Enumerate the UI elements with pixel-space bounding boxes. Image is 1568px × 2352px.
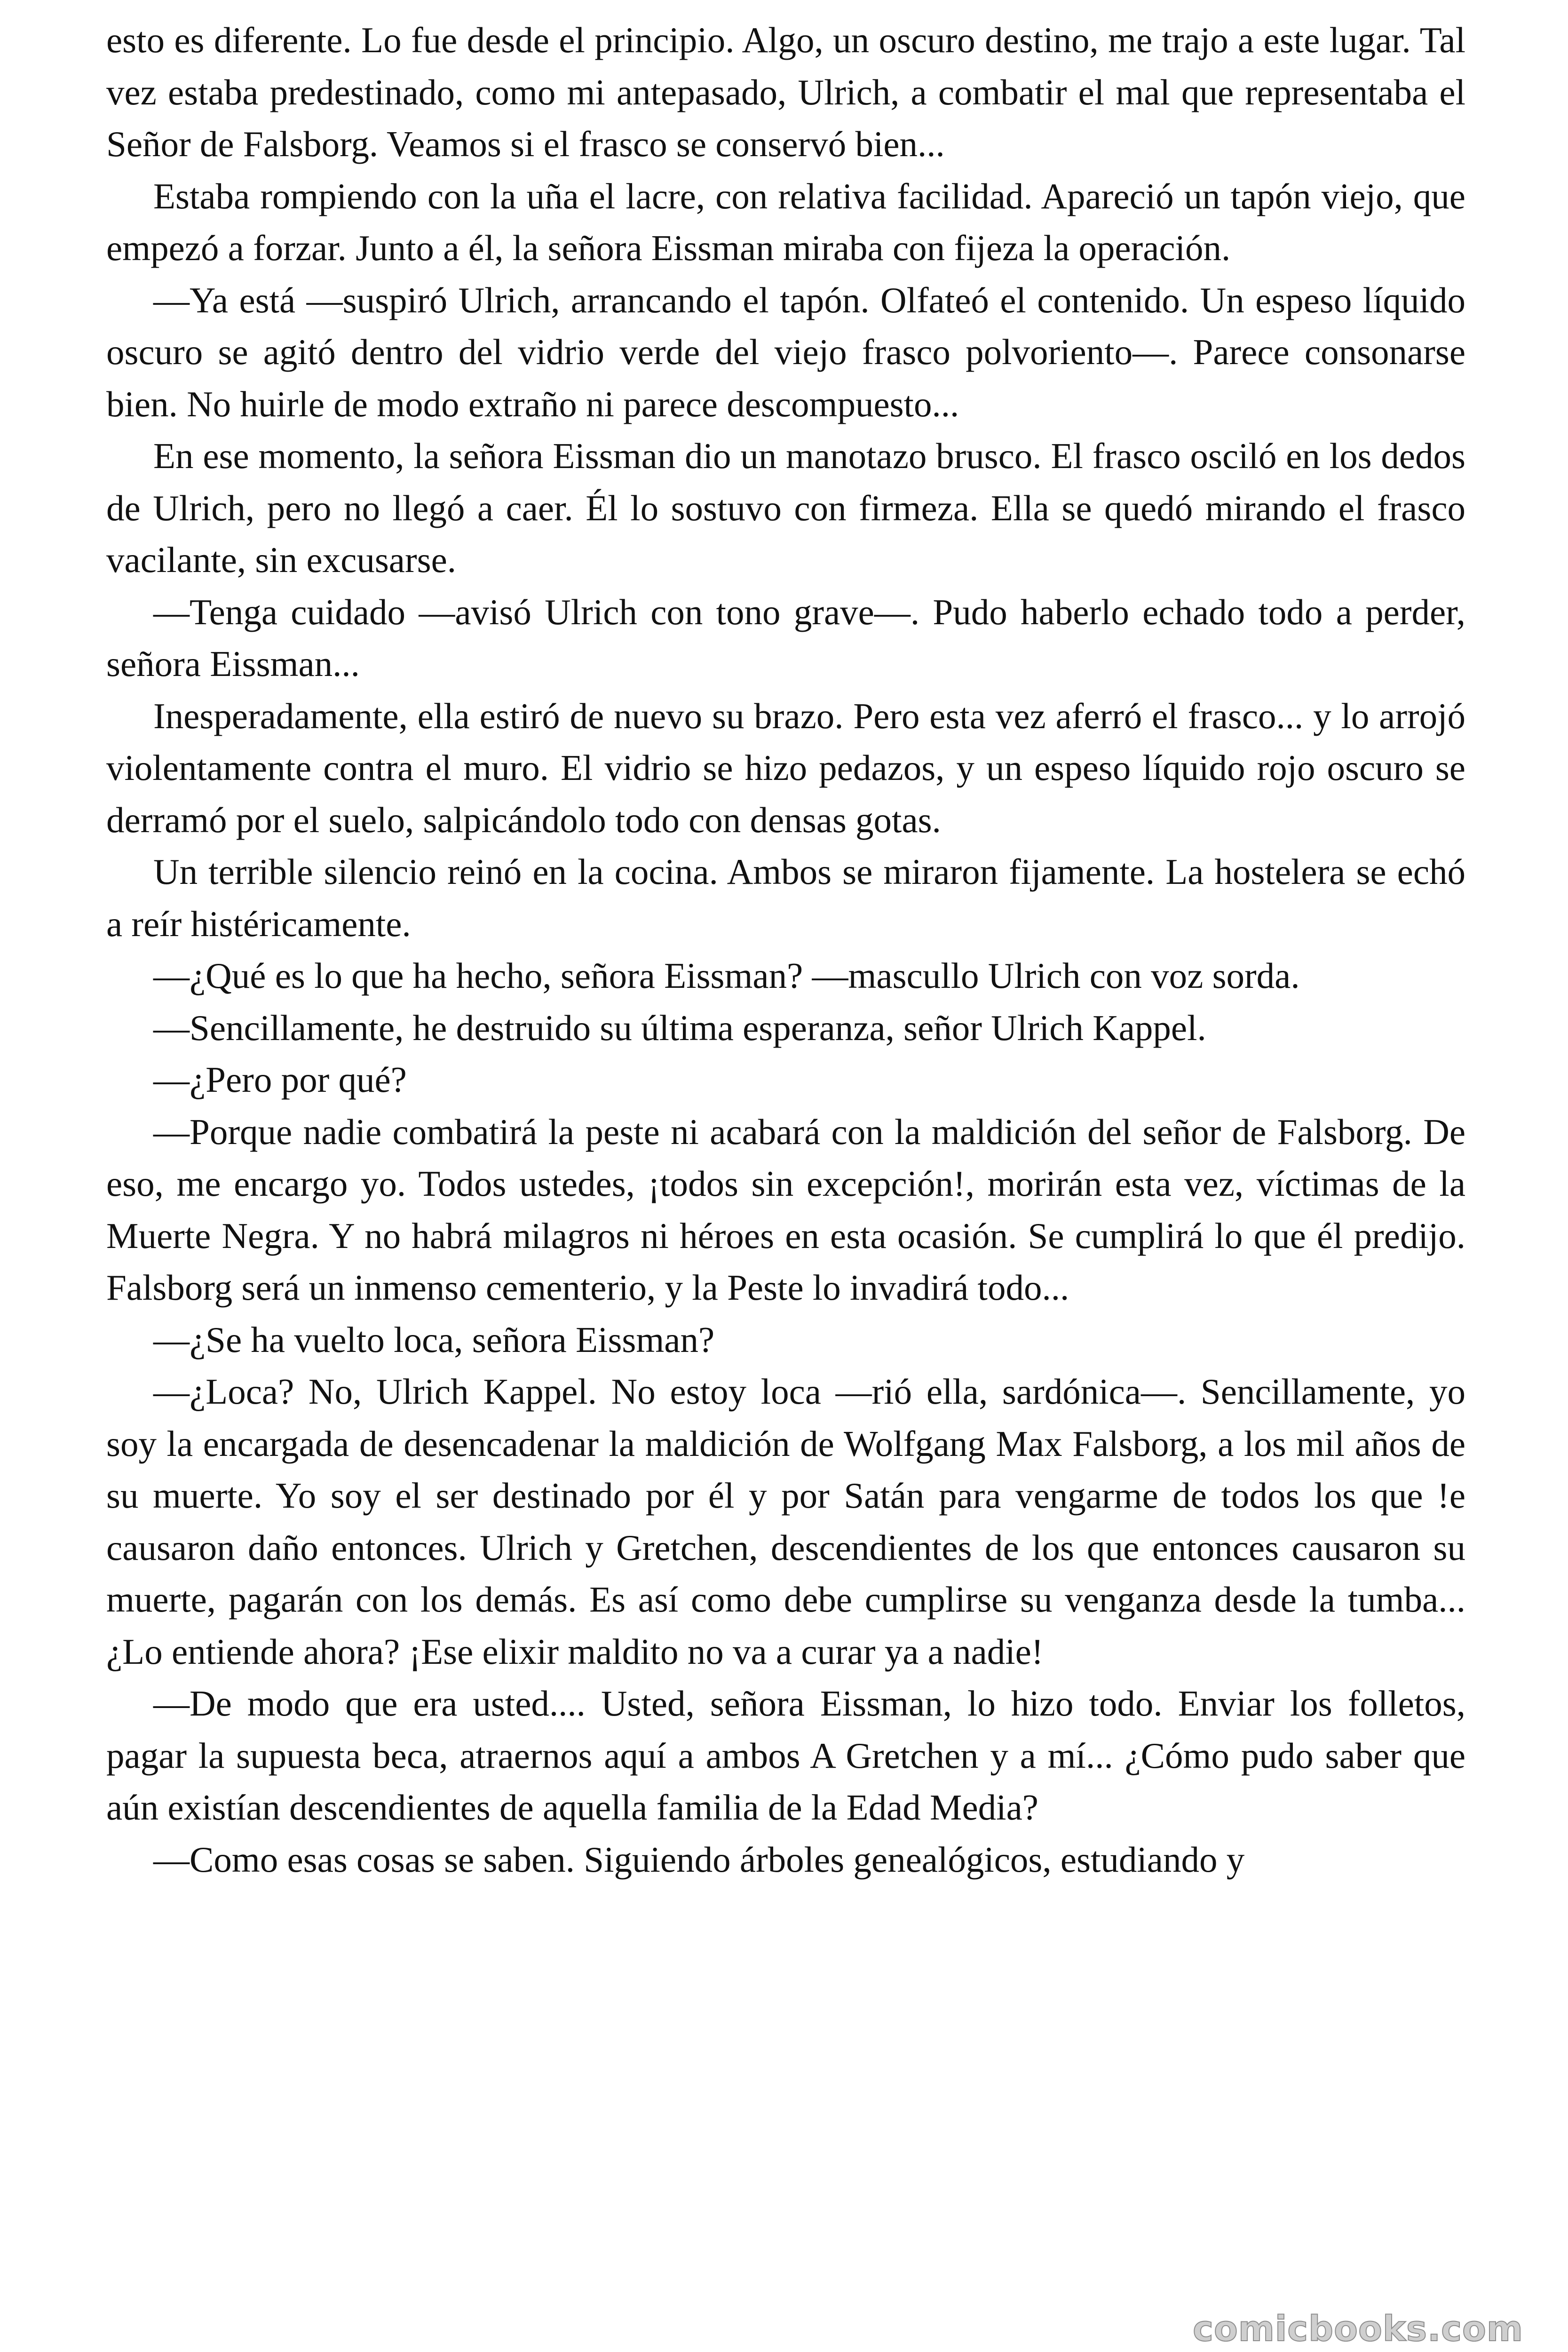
paragraph: —¿Qué es lo que ha hecho, señora Eissman? —mascullo Ulrich con voz sorda. [153,955,1300,996]
paragraph: Un terrible silencio reinó en la cocina. Ambos se miraron fijamente. La hostelera se echó a reír histéricamente. [106,851,1465,944]
paragraph: —Porque nadie combatirá la peste ni acabará con la maldición del señor de Falsborg. De eso, me encargo yo. Todos ustedes, ¡todos sin excepción!, morirán esta vez, víctimas de la Muerte Negra. Y no habrá milagros ni héroes en esta ocasión. Se cumplirá lo que él predijo. Falsborg será un inmenso cementerio, y la Peste lo invadirá todo... [106,1111,1465,1308]
paragraph: —De modo que era usted.... Usted, señora Eissman, lo hizo todo. Enviar los folletos, pagar la supuesta beca, atraernos aquí a ambos A Gretchen y a mí... ¿Cómo pudo saber que aún existían descendientes de aquella familia de la Edad Media? [106,1683,1465,1828]
paragraph: esto es diferente. Lo fue desde el principio. Algo, un oscuro destino, me trajo a este lugar. Tal vez estaba predestinado, como mi antepasado, Ulrich, a combatir el mal que representaba el Señor de Falsborg. Veamos si el frasco se conservó bien... [106,20,1465,164]
paragraph: Inesperadamente, ella estiró de nuevo su brazo. Pero esta vez aferró el frasco... y lo arrojó violentamente contra el muro. El vidrio se hizo pedazos, y un espeso líquido rojo oscuro se derramó por el suelo, salpicándolo todo con densas gotas. [106,695,1465,840]
paragraph: —Sencillamente, he destruido su última esperanza, señor Ulrich Kappel. [153,1007,1206,1048]
paragraph: —¿Se ha vuelto loca, señora Eissman? [153,1319,715,1360]
book-page-text [106,14,1465,1885]
paragraph: —Tenga cuidado —avisó Ulrich con tono grave—. Pudo haberlo echado todo a perder, señora Eissman... [106,591,1465,684]
paragraph: Estaba rompiendo con la uña el lacre, con relativa facilidad. Apareció un tapón viejo, que empezó a forzar. Junto a él, la señora Eissman miraba con fijeza la operación. [106,175,1465,268]
paragraph: —Ya está —suspiró Ulrich, arrancando el tapón. Olfateó el contenido. Un espeso líquido oscuro se agitó dentro del vidrio verde del viejo frasco polvoriento—. Parece consonarse bien. No huirle de modo extraño ni parece descompuesto... [106,279,1465,424]
paragraph: —¿Loca? No, Ulrich Kappel. No estoy loca —rió ella, sardónica—. Sencillamente, yo soy la encargada de desencadenar la maldición de Wolfgang Max Falsborg, a los mil años de su muerte. Yo soy el ser destinado por él y por Satán para vengarme de todos los que !e causaron daño entonces. Ulrich y Gretchen, descendientes de los que entonces causaron su muerte, pagarán con los demás. Es así como debe cumplirse su venganza desde la tumba... ¿Lo entiende ahora? ¡Ese elixir maldito no va a curar ya a nadie! [106,1371,1465,1672]
paragraph: —¿Pero por qué? [153,1059,407,1100]
paragraph: En ese momento, la señora Eissman dio un manotazo brusco. El frasco osciló en los dedos de Ulrich, pero no llegó a caer. Él lo sostuvo con firmeza. Ella se quedó mirando el frasco vacilante, sin excusarse. [106,436,1465,580]
watermark-logo: comicbooks.com [1193,2309,1523,2349]
paragraph: —Como esas cosas se saben. Siguiendo árboles genealógicos, estudiando y [153,1839,1245,1880]
